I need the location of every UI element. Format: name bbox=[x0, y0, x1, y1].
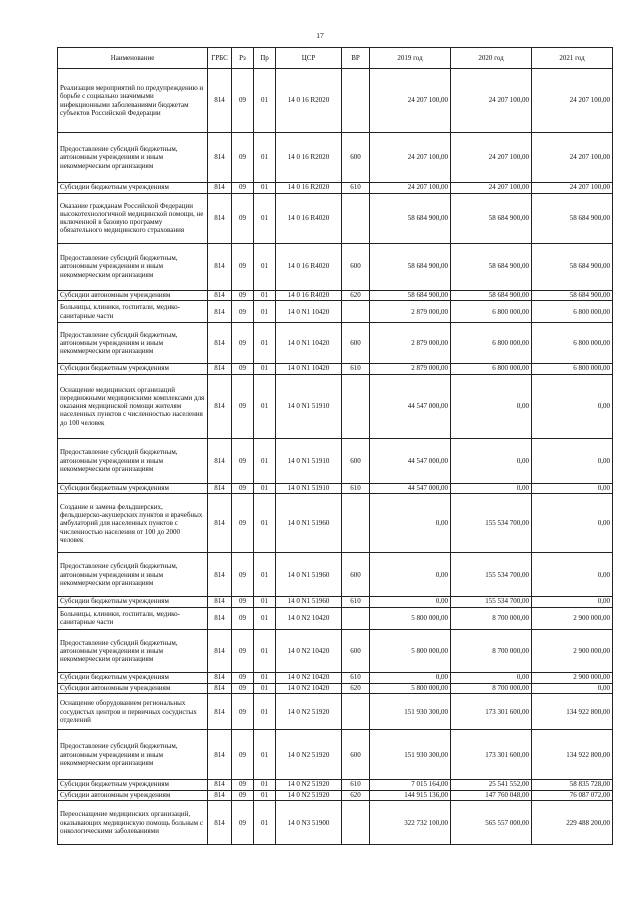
rz-cell: 09 bbox=[232, 243, 254, 290]
amount-2019-cell: 24 207 100,00 bbox=[370, 69, 451, 133]
vr-cell: 600 bbox=[342, 438, 370, 483]
grbs-cell: 814 bbox=[208, 629, 232, 672]
amount-2020-cell: 58 684 900,00 bbox=[451, 290, 532, 301]
rz-cell: 09 bbox=[232, 730, 254, 780]
amount-2021-cell: 6 800 000,00 bbox=[532, 301, 613, 323]
amount-2020-cell: 58 684 900,00 bbox=[451, 193, 532, 243]
amount-2021-cell: 6 800 000,00 bbox=[532, 323, 613, 364]
amount-2020-cell: 6 800 000,00 bbox=[451, 323, 532, 364]
rz-cell: 09 bbox=[232, 133, 254, 183]
amount-2020-cell: 6 800 000,00 bbox=[451, 301, 532, 323]
amount-2020-cell: 8 700 000,00 bbox=[451, 629, 532, 672]
table-row bbox=[58, 323, 613, 364]
csr-cell: 14 0 N1 10420 bbox=[276, 301, 342, 323]
header-grbs: ГРБС bbox=[208, 48, 232, 69]
amount-2019-cell: 58 684 900,00 bbox=[370, 193, 451, 243]
name-cell: Субсидии автономным учреждениям bbox=[58, 290, 208, 301]
amount-2020-cell: 155 534 700,00 bbox=[451, 553, 532, 597]
name-cell: Предоставление субсидий бюджетным, автономным учреждениям и иным некоммерческим организациям bbox=[58, 323, 208, 364]
vr-cell bbox=[342, 494, 370, 553]
table-row bbox=[58, 364, 613, 375]
table-row bbox=[58, 597, 613, 608]
name-cell: Субсидии бюджетным учреждениям bbox=[58, 672, 208, 683]
table-row bbox=[58, 801, 613, 845]
vr-cell bbox=[342, 801, 370, 845]
rz-cell: 09 bbox=[232, 597, 254, 608]
amount-2021-cell: 24 207 100,00 bbox=[532, 133, 613, 183]
rz-cell: 09 bbox=[232, 483, 254, 494]
amount-2019-cell: 5 800 000,00 bbox=[370, 607, 451, 629]
rz-cell: 09 bbox=[232, 780, 254, 791]
amount-2020-cell: 173 301 600,00 bbox=[451, 730, 532, 780]
amount-2019-cell: 5 800 000,00 bbox=[370, 629, 451, 672]
table-row bbox=[58, 69, 613, 133]
grbs-cell: 814 bbox=[208, 553, 232, 597]
amount-2021-cell: 229 488 200,00 bbox=[532, 801, 613, 845]
amount-2019-cell: 24 207 100,00 bbox=[370, 133, 451, 183]
grbs-cell: 814 bbox=[208, 133, 232, 183]
budget-table bbox=[57, 47, 613, 845]
amount-2020-cell: 8 700 000,00 bbox=[451, 607, 532, 629]
vr-cell: 610 bbox=[342, 672, 370, 683]
vr-cell: 600 bbox=[342, 553, 370, 597]
pr-cell: 01 bbox=[254, 69, 276, 133]
table-row bbox=[58, 780, 613, 791]
vr-cell: 610 bbox=[342, 780, 370, 791]
grbs-cell: 814 bbox=[208, 183, 232, 194]
pr-cell: 01 bbox=[254, 597, 276, 608]
table-row bbox=[58, 672, 613, 683]
table-row bbox=[58, 374, 613, 438]
table-row bbox=[58, 193, 613, 243]
amount-2021-cell: 2 900 000,00 bbox=[532, 629, 613, 672]
grbs-cell: 814 bbox=[208, 790, 232, 801]
csr-cell: 14 0 N2 10420 bbox=[276, 672, 342, 683]
header-rz: Рз bbox=[232, 48, 254, 69]
grbs-cell: 814 bbox=[208, 364, 232, 375]
rz-cell: 09 bbox=[232, 364, 254, 375]
amount-2019-cell: 2 879 000,00 bbox=[370, 364, 451, 375]
amount-2020-cell: 8 700 000,00 bbox=[451, 683, 532, 694]
amount-2019-cell: 0,00 bbox=[370, 494, 451, 553]
table-row bbox=[58, 483, 613, 494]
table-row bbox=[58, 133, 613, 183]
csr-cell: 14 0 N2 10420 bbox=[276, 683, 342, 694]
pr-cell: 01 bbox=[254, 374, 276, 438]
vr-cell bbox=[342, 193, 370, 243]
grbs-cell: 814 bbox=[208, 69, 232, 133]
vr-cell: 600 bbox=[342, 133, 370, 183]
pr-cell: 01 bbox=[254, 553, 276, 597]
amount-2019-cell: 58 684 900,00 bbox=[370, 243, 451, 290]
amount-2020-cell: 58 684 900,00 bbox=[451, 243, 532, 290]
name-cell: Предоставление субсидий бюджетным, автономным учреждениям и иным некоммерческим организациям bbox=[58, 243, 208, 290]
csr-cell: 14 0 N1 10420 bbox=[276, 323, 342, 364]
amount-2019-cell: 24 207 100,00 bbox=[370, 183, 451, 194]
vr-cell: 620 bbox=[342, 290, 370, 301]
grbs-cell: 814 bbox=[208, 290, 232, 301]
amount-2021-cell: 134 922 800,00 bbox=[532, 694, 613, 730]
csr-cell: 14 0 N2 10420 bbox=[276, 629, 342, 672]
csr-cell: 14 0 N1 51960 bbox=[276, 553, 342, 597]
name-cell: Оснащение медицинских организаций передвижными медицинскими комплексами для оказания медицинской помощи жителям населенных пунктов с численностью населения до 100 человек bbox=[58, 374, 208, 438]
rz-cell: 09 bbox=[232, 553, 254, 597]
pr-cell: 01 bbox=[254, 243, 276, 290]
table-row bbox=[58, 607, 613, 629]
amount-2020-cell: 0,00 bbox=[451, 438, 532, 483]
table-row bbox=[58, 494, 613, 553]
table-row bbox=[58, 553, 613, 597]
amount-2021-cell: 76 087 072,00 bbox=[532, 790, 613, 801]
amount-2019-cell: 151 930 300,00 bbox=[370, 730, 451, 780]
pr-cell: 01 bbox=[254, 629, 276, 672]
csr-cell: 14 0 N2 51920 bbox=[276, 780, 342, 791]
csr-cell: 14 0 N2 51920 bbox=[276, 694, 342, 730]
csr-cell: 14 0 N1 51910 bbox=[276, 438, 342, 483]
pr-cell: 01 bbox=[254, 780, 276, 791]
amount-2020-cell: 173 301 600,00 bbox=[451, 694, 532, 730]
rz-cell: 09 bbox=[232, 374, 254, 438]
vr-cell: 600 bbox=[342, 730, 370, 780]
pr-cell: 01 bbox=[254, 694, 276, 730]
table-row bbox=[58, 694, 613, 730]
pr-cell: 01 bbox=[254, 193, 276, 243]
amount-2020-cell: 565 557 000,00 bbox=[451, 801, 532, 845]
name-cell: Субсидии бюджетным учреждениям bbox=[58, 183, 208, 194]
pr-cell: 01 bbox=[254, 290, 276, 301]
amount-2021-cell: 134 922 800,00 bbox=[532, 730, 613, 780]
amount-2019-cell: 0,00 bbox=[370, 597, 451, 608]
grbs-cell: 814 bbox=[208, 494, 232, 553]
amount-2020-cell: 0,00 bbox=[451, 374, 532, 438]
amount-2021-cell: 6 800 000,00 bbox=[532, 364, 613, 375]
table-row bbox=[58, 301, 613, 323]
amount-2019-cell: 144 915 136,00 bbox=[370, 790, 451, 801]
csr-cell: 14 0 16 R4020 bbox=[276, 193, 342, 243]
name-cell: Переоснащение медицинских организаций, оказывающих медицинскую помощь больным с онкологическими заболеваниями bbox=[58, 801, 208, 845]
rz-cell: 09 bbox=[232, 438, 254, 483]
vr-cell: 610 bbox=[342, 183, 370, 194]
pr-cell: 01 bbox=[254, 494, 276, 553]
csr-cell: 14 0 N1 10420 bbox=[276, 364, 342, 375]
rz-cell: 09 bbox=[232, 629, 254, 672]
amount-2021-cell: 0,00 bbox=[532, 494, 613, 553]
vr-cell bbox=[342, 69, 370, 133]
rz-cell: 09 bbox=[232, 607, 254, 629]
csr-cell: 14 0 16 R2020 bbox=[276, 183, 342, 194]
name-cell: Реализация мероприятий по предупреждению и борьбе с социально значимыми инфекционными заболеваниями бюджетам субъектов Российской Федерации bbox=[58, 69, 208, 133]
name-cell: Предоставление субсидий бюджетным, автономным учреждениям и иным некоммерческим организациям bbox=[58, 629, 208, 672]
amount-2020-cell: 24 207 100,00 bbox=[451, 183, 532, 194]
name-cell: Субсидии автономным учреждениям bbox=[58, 790, 208, 801]
csr-cell: 14 0 N2 51920 bbox=[276, 730, 342, 780]
csr-cell: 14 0 N1 51910 bbox=[276, 483, 342, 494]
amount-2020-cell: 24 207 100,00 bbox=[451, 133, 532, 183]
table-body bbox=[58, 69, 613, 845]
grbs-cell: 814 bbox=[208, 597, 232, 608]
amount-2019-cell: 7 015 164,00 bbox=[370, 780, 451, 791]
page-number: 17 bbox=[316, 31, 324, 40]
amount-2021-cell: 58 835 728,00 bbox=[532, 780, 613, 791]
rz-cell: 09 bbox=[232, 301, 254, 323]
amount-2020-cell: 24 207 100,00 bbox=[451, 69, 532, 133]
pr-cell: 01 bbox=[254, 683, 276, 694]
csr-cell: 14 0 N3 51900 bbox=[276, 801, 342, 845]
name-cell: Больницы, клиники, госпитали, медико-санитарные части bbox=[58, 301, 208, 323]
rz-cell: 09 bbox=[232, 694, 254, 730]
header-name: Наименование bbox=[58, 48, 208, 69]
grbs-cell: 814 bbox=[208, 780, 232, 791]
pr-cell: 01 bbox=[254, 438, 276, 483]
amount-2019-cell: 322 732 100,00 bbox=[370, 801, 451, 845]
table-row bbox=[58, 290, 613, 301]
rz-cell: 09 bbox=[232, 69, 254, 133]
amount-2020-cell: 155 534 700,00 bbox=[451, 494, 532, 553]
name-cell: Субсидии бюджетным учреждениям bbox=[58, 364, 208, 375]
amount-2019-cell: 5 800 000,00 bbox=[370, 683, 451, 694]
csr-cell: 14 0 N1 51960 bbox=[276, 494, 342, 553]
table-row bbox=[58, 438, 613, 483]
pr-cell: 01 bbox=[254, 801, 276, 845]
grbs-cell: 814 bbox=[208, 374, 232, 438]
name-cell: Субсидии автономным учреждениям bbox=[58, 683, 208, 694]
csr-cell: 14 0 16 R2020 bbox=[276, 69, 342, 133]
pr-cell: 01 bbox=[254, 790, 276, 801]
pr-cell: 01 bbox=[254, 183, 276, 194]
amount-2021-cell: 0,00 bbox=[532, 374, 613, 438]
table-row bbox=[58, 629, 613, 672]
amount-2020-cell: 147 760 048,00 bbox=[451, 790, 532, 801]
rz-cell: 09 bbox=[232, 494, 254, 553]
csr-cell: 14 0 16 R4020 bbox=[276, 290, 342, 301]
name-cell: Субсидии бюджетным учреждениям bbox=[58, 597, 208, 608]
name-cell: Оснащение оборудованием региональных сосудистых центров и первичных сосудистых отделений bbox=[58, 694, 208, 730]
name-cell: Предоставление субсидий бюджетным, автономным учреждениям и иным некоммерческим организациям bbox=[58, 438, 208, 483]
header-pr: Пр bbox=[254, 48, 276, 69]
header-2019: 2019 год bbox=[370, 48, 451, 69]
amount-2021-cell: 2 900 000,00 bbox=[532, 672, 613, 683]
header-vr: ВР bbox=[342, 48, 370, 69]
rz-cell: 09 bbox=[232, 801, 254, 845]
amount-2019-cell: 2 879 000,00 bbox=[370, 323, 451, 364]
amount-2021-cell: 2 900 000,00 bbox=[532, 607, 613, 629]
grbs-cell: 814 bbox=[208, 301, 232, 323]
table-row bbox=[58, 243, 613, 290]
header-2020: 2020 год bbox=[451, 48, 532, 69]
amount-2019-cell: 0,00 bbox=[370, 553, 451, 597]
vr-cell: 600 bbox=[342, 629, 370, 672]
amount-2021-cell: 0,00 bbox=[532, 597, 613, 608]
grbs-cell: 814 bbox=[208, 438, 232, 483]
amount-2020-cell: 25 541 552,00 bbox=[451, 780, 532, 791]
rz-cell: 09 bbox=[232, 672, 254, 683]
amount-2021-cell: 0,00 bbox=[532, 483, 613, 494]
amount-2021-cell: 24 207 100,00 bbox=[532, 69, 613, 133]
rz-cell: 09 bbox=[232, 183, 254, 194]
pr-cell: 01 bbox=[254, 133, 276, 183]
grbs-cell: 814 bbox=[208, 193, 232, 243]
vr-cell: 600 bbox=[342, 243, 370, 290]
grbs-cell: 814 bbox=[208, 683, 232, 694]
name-cell: Субсидии бюджетным учреждениям bbox=[58, 780, 208, 791]
csr-cell: 14 0 16 R2020 bbox=[276, 133, 342, 183]
amount-2019-cell: 0,00 bbox=[370, 672, 451, 683]
vr-cell: 600 bbox=[342, 323, 370, 364]
pr-cell: 01 bbox=[254, 323, 276, 364]
grbs-cell: 814 bbox=[208, 323, 232, 364]
grbs-cell: 814 bbox=[208, 730, 232, 780]
name-cell: Предоставление субсидий бюджетным, автономным учреждениям и иным некоммерческим организациям bbox=[58, 553, 208, 597]
csr-cell: 14 0 N1 51960 bbox=[276, 597, 342, 608]
amount-2021-cell: 58 684 900,00 bbox=[532, 290, 613, 301]
header-2021: 2021 год bbox=[532, 48, 613, 69]
table-row bbox=[58, 183, 613, 194]
pr-cell: 01 bbox=[254, 607, 276, 629]
amount-2021-cell: 58 684 900,00 bbox=[532, 243, 613, 290]
name-cell: Предоставление субсидий бюджетным, автономным учреждениям и иным некоммерческим организациям bbox=[58, 133, 208, 183]
table-row bbox=[58, 730, 613, 780]
csr-cell: 14 0 N1 51910 bbox=[276, 374, 342, 438]
amount-2019-cell: 151 930 300,00 bbox=[370, 694, 451, 730]
amount-2019-cell: 58 684 900,00 bbox=[370, 290, 451, 301]
amount-2021-cell: 0,00 bbox=[532, 553, 613, 597]
name-cell: Больницы, клиники, госпитали, медико-санитарные части bbox=[58, 607, 208, 629]
rz-cell: 09 bbox=[232, 790, 254, 801]
vr-cell: 620 bbox=[342, 790, 370, 801]
amount-2020-cell: 0,00 bbox=[451, 672, 532, 683]
name-cell: Предоставление субсидий бюджетным, автономным учреждениям и иным некоммерческим организациям bbox=[58, 730, 208, 780]
amount-2019-cell: 44 547 000,00 bbox=[370, 374, 451, 438]
vr-cell bbox=[342, 374, 370, 438]
csr-cell: 14 0 N2 10420 bbox=[276, 607, 342, 629]
csr-cell: 14 0 16 R4020 bbox=[276, 243, 342, 290]
amount-2020-cell: 155 534 700,00 bbox=[451, 597, 532, 608]
grbs-cell: 814 bbox=[208, 243, 232, 290]
vr-cell: 610 bbox=[342, 364, 370, 375]
vr-cell: 610 bbox=[342, 483, 370, 494]
table-header-row bbox=[58, 48, 613, 69]
amount-2019-cell: 44 547 000,00 bbox=[370, 483, 451, 494]
pr-cell: 01 bbox=[254, 483, 276, 494]
amount-2020-cell: 0,00 bbox=[451, 483, 532, 494]
vr-cell bbox=[342, 301, 370, 323]
grbs-cell: 814 bbox=[208, 607, 232, 629]
rz-cell: 09 bbox=[232, 193, 254, 243]
name-cell: Субсидии бюджетным учреждениям bbox=[58, 483, 208, 494]
header-csr: ЦСР bbox=[276, 48, 342, 69]
amount-2020-cell: 6 800 000,00 bbox=[451, 364, 532, 375]
amount-2021-cell: 0,00 bbox=[532, 438, 613, 483]
name-cell: Создание и замена фельдшерских, фельдшерско-акушерских пунктов и врачебных амбулаторий для населенных пунктов с численностью населения от 100 до 2000 человек bbox=[58, 494, 208, 553]
pr-cell: 01 bbox=[254, 301, 276, 323]
rz-cell: 09 bbox=[232, 683, 254, 694]
vr-cell bbox=[342, 694, 370, 730]
rz-cell: 09 bbox=[232, 323, 254, 364]
vr-cell bbox=[342, 607, 370, 629]
vr-cell: 610 bbox=[342, 597, 370, 608]
amount-2021-cell: 0,00 bbox=[532, 683, 613, 694]
pr-cell: 01 bbox=[254, 672, 276, 683]
amount-2019-cell: 44 547 000,00 bbox=[370, 438, 451, 483]
pr-cell: 01 bbox=[254, 730, 276, 780]
amount-2021-cell: 24 207 100,00 bbox=[532, 183, 613, 194]
pr-cell: 01 bbox=[254, 364, 276, 375]
name-cell: Оказание гражданам Российской Федерации высокотехнологичной медицинской помощи, не включенной в базовую программу обязательного медицинского страхования bbox=[58, 193, 208, 243]
csr-cell: 14 0 N2 51920 bbox=[276, 790, 342, 801]
amount-2019-cell: 2 879 000,00 bbox=[370, 301, 451, 323]
grbs-cell: 814 bbox=[208, 801, 232, 845]
amount-2021-cell: 58 684 900,00 bbox=[532, 193, 613, 243]
grbs-cell: 814 bbox=[208, 672, 232, 683]
table-row bbox=[58, 683, 613, 694]
grbs-cell: 814 bbox=[208, 483, 232, 494]
vr-cell: 620 bbox=[342, 683, 370, 694]
rz-cell: 09 bbox=[232, 290, 254, 301]
table-row bbox=[58, 790, 613, 801]
grbs-cell: 814 bbox=[208, 694, 232, 730]
